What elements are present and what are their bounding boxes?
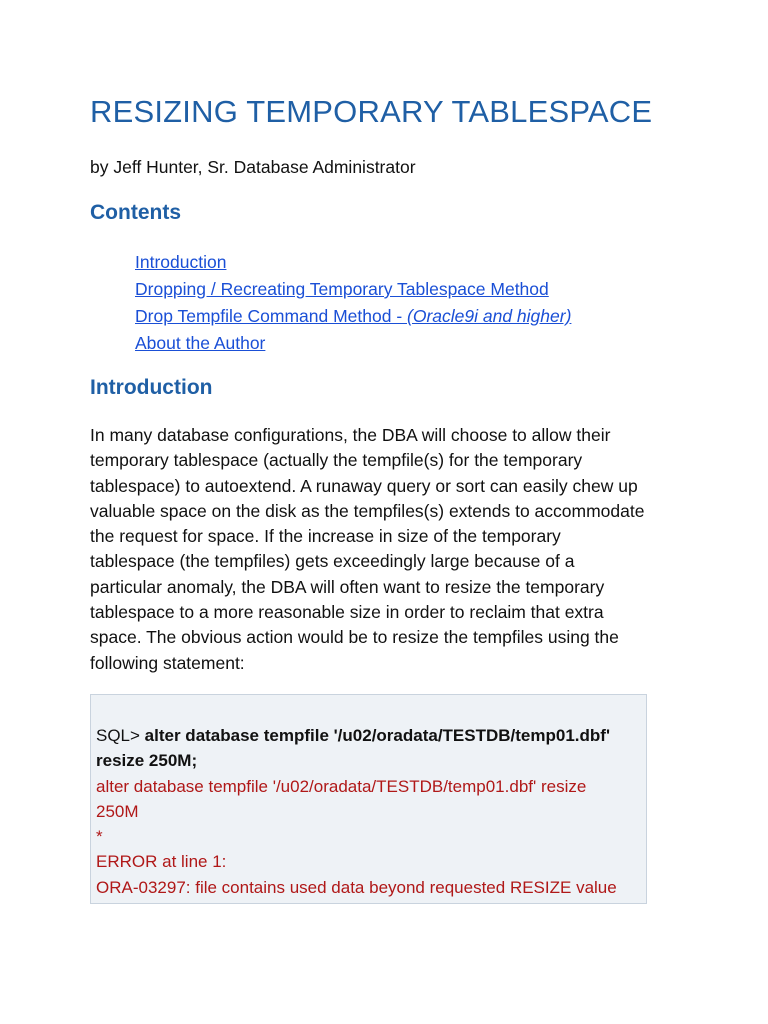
toc-link-dropping-recreating[interactable] (135, 279, 549, 299)
paragraph-line: space. The obvious action would be to resize the tempfiles using the (90, 627, 619, 648)
toc-link-label: Introduction (135, 252, 227, 272)
toc-item-about-author (135, 331, 571, 358)
introduction-paragraph (90, 423, 680, 676)
paragraph-line: tablespace) to autoextend. A runaway query or sort can easily chew up (90, 475, 638, 496)
toc-link-about-author[interactable] (135, 333, 265, 353)
sql-output-line: 250M (96, 801, 139, 821)
toc-link-label: About the Author (135, 333, 266, 353)
paragraph-line: In many database configurations, the DBA will choose to allow their (90, 425, 611, 445)
paragraph-line: temporary tablespace (actually the tempfile(s) for the temporary (90, 450, 583, 471)
paragraph-line: following statement: (90, 652, 245, 673)
sql-error-location: ERROR at line 1: (96, 852, 227, 872)
sql-error-message: ORA-03297: file contains used data beyond requested RESIZE value (96, 877, 617, 897)
code-command-line (96, 723, 617, 748)
sql-command-continued: resize 250M; (96, 751, 198, 771)
paragraph-line: tablespace (the tempfiles) gets exceedingly large because of a (90, 551, 575, 572)
paragraph-line: the request for space. If the increase in size of the temporary (90, 526, 561, 547)
sql-command: alter database tempfile '/u02/oradata/TESTDB/temp01.dbf' (144, 726, 610, 745)
toc-link-label: Drop Tempfile Command Method - (135, 306, 408, 326)
paragraph-line: tablespace to a more reasonable size in order to reclaim that extra (90, 602, 604, 623)
code-lines (96, 723, 617, 900)
toc-item-dropping-recreating (135, 277, 571, 304)
toc-link-drop-tempfile[interactable] (135, 306, 571, 326)
sql-prompt: SQL> (96, 726, 145, 745)
paragraph-line: particular anomaly, the DBA will often want to resize the temporary (90, 576, 605, 597)
table-of-contents (135, 250, 571, 358)
toc-link-introduction[interactable] (135, 252, 226, 272)
page-title: RESIZING TEMPORARY TABLESPACE (90, 94, 653, 129)
toc-item-introduction (135, 250, 571, 277)
contents-heading: Contents (90, 201, 181, 224)
sql-error-marker: * (96, 827, 103, 847)
sql-output-line: alter database tempfile '/u02/oradata/TESTDB/temp01.dbf' resize (96, 776, 587, 796)
sql-code-block (90, 694, 647, 904)
toc-link-label: Dropping / Recreating Temporary Tablespace Method (135, 279, 549, 299)
toc-item-drop-tempfile (135, 304, 571, 331)
paragraph-line: valuable space on the disk as the tempfiles(s) extends to accommodate (90, 500, 645, 521)
introduction-heading: Introduction (90, 376, 213, 399)
author-byline: by Jeff Hunter, Sr. Database Administrator (90, 157, 416, 177)
toc-link-version-note: (Oracle9i and higher) (407, 306, 572, 326)
